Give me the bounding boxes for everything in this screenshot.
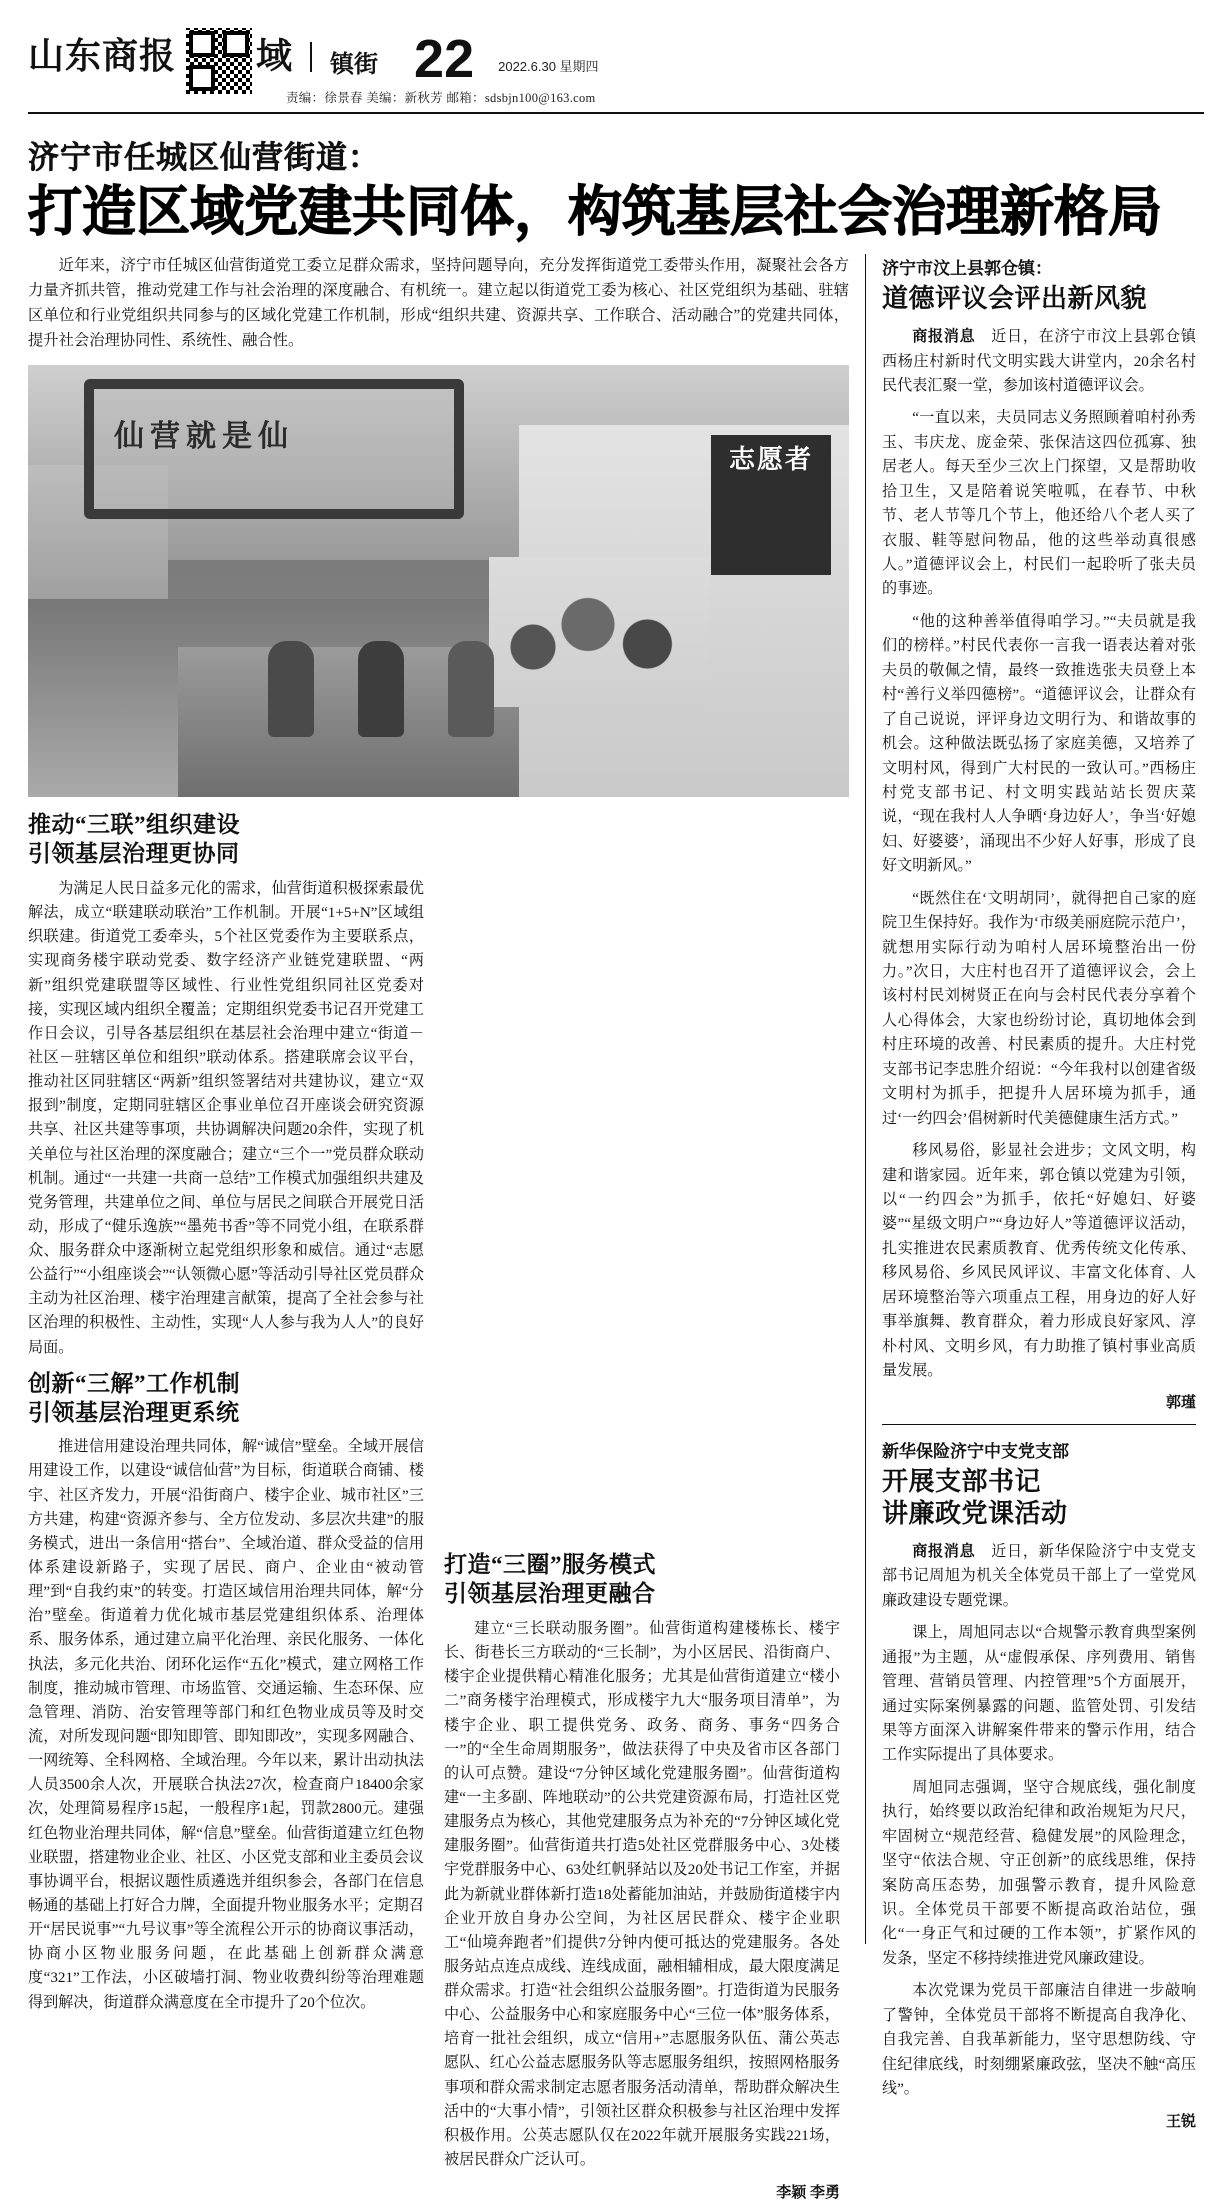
rail-1-paragraph-1 <box>882 325 1196 398</box>
sidebar-articles <box>866 254 1196 2130</box>
page-number: 22 <box>414 29 475 89</box>
rail-2-headline-line1: 开展支部书记 <box>882 1467 1042 1497</box>
rail-2-dateline: 商报消息 <box>912 1543 976 1560</box>
section-3-paragraph: 建立“三长联动服务圈”。仙营街道构建楼栋长、楼宇长、街巷长三方联动的“三长制”，为小区居民、沿街商户、楼宇企业提供精心精准化服务；尤其是仙营街道建立“楼小二”商务楼宇治理模式，形成楼宇九大“服务项目清单”，为楼宇企业、职工提供党务、政务、商务、事务“四务合一”的“全生命周期服务”，做法获得了中央及省市区各部门的认可点赞。建设“7分钟区域化党建服务圈”。仙营街道构建“一主多副、阵地联动”的公共党建资源布局，打造社区党建服务点为核心，其他党建服务点为补充的“7分钟区域化党建服务圈”。仙营街道共打造5处社区党群服务中心、3处楼宇党群服务中心、63处红帆驿站以及20处书记工作室，并据此为新就业群体新打造18处蓄能加油站，并鼓励街道楼宇内企业开放自身办公空间，为社区居民群众、楼宇企业职工“仙境奔跑者”们提供7分钟内便可抵达的党建服务。各处服务站点连点成线、连线成面，融相辅相成，最大限度满足群众需求。打造“社会组织公益服务圈”。打造街道为民服务中心、公益服务中心和家庭服务中心“三位一体”服务体系，培育一批社会组织，成立“信用+”志愿服务队伍、蒲公英志愿队、红心公益志愿服务队等志愿服务组织，按照网格服务事项和群众需求制定志愿者服务活动清单，帮助群众解决生活中的“大事小情”，引领社区群众积极参与社区治理中发挥积极作用。公英志愿队仅在2022年就开展服务实践221场，被居民群众广泛认可。 <box>444 1620 840 2169</box>
section-1-paragraph: 为满足人民日益多元化的需求，仙营街道积极探索最优解法，成立“联建联动联治”工作机制。开展“1+5+N”区域组织联建。街道党工委牵头，5个社区党委作为主要联系点，实现商务楼宇联动党委、数字经济产业链党建联盟、“两新”组织党建联盟等区域性、行业性党组织同社区党委对接，实现区域内组织全覆盖；定期组织党委书记召开党建工作日会议，引导各基层组织在基层社会治理中建立“街道－社区－驻辖区单位和组织”联动体系。搭建联席会议平台，推动社区同驻辖区“两新”组织签署结对共建协议，建立“双报到”制度，定期同驻辖区企事业单位召开座谈会研究资源共享、社区共建等事项，共协调解决问题20余件，实现了机关单位与社区治理的深度融合；建立“三个一”党员群众联动机制。通过“一共建一共商一总结”工作模式加强组织共建及党务管理，共建单位之间、单位与居民之间联合开展党日活动，形成了“健乐逸族”“墨苑书香”等不同党小组，在联系群众、服务群众中逐渐树立起党组织形象和威信。通过“志愿公益行”“小组座谈会”“认领微心愿”等活动引导社区党员群众主动为社区治理、楼宇治理建言献策，提高了全社会参与社区治理的积极性、主动性，实现“人人参与我为人人”的良好局面。 <box>28 880 424 1356</box>
masthead-left <box>28 26 599 94</box>
body-area <box>28 254 1204 2202</box>
section-heading-1 <box>28 811 424 869</box>
photo-arch-text: 仙营就是仙 <box>114 420 294 454</box>
rail-2-headline-line2: 讲廉政党课活动 <box>882 1499 1068 1529</box>
section-heading-3-line1: 打造“三圈”服务模式 <box>444 1552 656 1578</box>
section-heading-2 <box>28 1370 424 1428</box>
rail-1-paragraph-3: “他的这种善举值得咱学习。”“夫员就是我们的榜样。”村民代表你一言我一语表达着对张夫员的敬佩之情，最终一致推选张夫员登上本村“善行义举四德榜”。“道德评议会，让群众有了自己说说，评评身边文明行为、和谐故事的机会。这种做法既弘扬了家庭美德，又培养了文明村风，得到广大村民的一致认可。”西杨庄村党支部书记、村文明实践站站长贺庆菜说，“现在我村人人争晒‘身边好人’，争当‘好媳妇、好婆婆’，涌现出不少好人好事，形成了良好文明新风。” <box>882 613 1196 875</box>
masthead-divider <box>310 42 312 72</box>
rail-article-2 <box>882 1437 1196 2130</box>
rail-2-headline <box>882 1466 1196 1529</box>
article-byline: 李颖 李勇 <box>776 2185 840 2202</box>
section-heading-1-line1: 推动“三联”组织建设 <box>28 812 240 838</box>
credits-line: 责编：徐景春 美编：新秋芳 邮箱：sdsbjn100@163.com <box>286 91 596 105</box>
rail-1-paragraph-4: “既然住在‘文明胡同’，就得把自己家的庭院卫生保持好。我作为‘市级美丽庭院示范户’，就想用实际行动为咱村人居环境整治出一份力。”次日，大庄村也召开了道德评议会，会上该村村民刘树贤正在向与会村民代表分享着个人心得体会，大家也纷纷讨论，真切地体会到村庄环境的改善、村民素质的提升。大庄村党支部书记李忠胜介绍说：“今年我村以创建省级文明村为抓手，把提升人居环境为抓手，通过‘一约四会’倡树新时代美德健康生活方式。” <box>882 890 1196 1127</box>
article-columns <box>28 811 849 2202</box>
masthead <box>28 26 1204 114</box>
issue-date: 2022.6.30 星期四 <box>498 59 599 74</box>
rail-1-headline: 道德评议会评出新风貌 <box>882 284 1148 314</box>
headline-kicker: 济宁市任城区仙营街道： <box>28 140 380 175</box>
rail-1-text-1: 近日，在济宁市汶上县郭仓镇西杨庄村新时代文明实践大讲堂内，20余名村民代表汇聚一堂，参加该村道德评议会。 <box>882 329 1196 394</box>
article-photo <box>28 365 849 797</box>
qr-code-icon <box>186 28 252 94</box>
article-column-1 <box>28 811 424 2202</box>
section-heading-3-line2: 引领基层治理更融合 <box>444 1581 656 1607</box>
rail-2-kicker: 新华保险济宁中支党支部 <box>882 1442 1069 1462</box>
rail-1-dateline: 商报消息 <box>912 329 976 346</box>
section-2-paragraph: 推进信用建设治理共同体，解“诚信”壁垒。全域开展信用建设工作，以建设“诚信仙营”为目标，街道联合商铺、楼宇、社区齐发力，开展“沿街商户、楼宇企业、城市社区”三方共建，构建“资源齐参与、全方位发动、多层次共建”的服务模式，进出一条信用“搭台”、全域治道、群众受益的信用体系建设新路子，实现了居民、商户、企业由“被动管理”到“自我约束”的转变。打造区域信用治理共同体，解“分治”壁垒。街道着力优化城市基层党建组织体系、治理体系、服务体系，通过建立扁平化治理、亲民化服务、一体化执法，多元化共治、闭环化运作“五化”模式，建立网格工作制度，推动城市管理、市场监管、交通运输、生态环保、应急管理、消防、治安管理等部门和红色物业成员等及时交流，对所发现问题“即知即管、即知即改”，实现多网融合、一网统筹、全科网格、全域治理。今年以来，累计出动执法人员3500余人次，开展联合执法27次，检查商户18400余家次，处理简易程序15起，一般程序1起，罚款2800元。建强红色物业治理共同体，解“信息”壁垒。仙营街道建立红色物业联盟，搭建物业企业、社区、小区党支部和业主委员会议事协调平台，根据议题性质遴选并组织参会，各部门在信息畅通的基础上打好合力牌，全面提升物业服务水平；定期召开“居民说事”“九号议事”等全流程公开示的协商议事活动，协商小区物业服务问题，在此基础上创新群众满意度“321”工作法，小区破墙打洞、物业收费纠纷等治理难题得到解决，街道群众满意度在全市提升了20个位次。 <box>28 1439 424 2011</box>
rail-2-paragraph-3: 周旭同志强调，坚守合规底线，强化制度执行，始终要以政治纪律和政治规矩为尺尺，牢固树立“规范经营、稳健发展”的风险理念，坚守“依法合规、守正创新”的底线思维，保持案防高压态势，加强警示教育，提升风险意识。全体党员干部要不断提高政治站位，强化“一身正气和过硬的工作本领”，扩紧作风的发条，坚定不移持续推进党风廉政建设。 <box>882 1779 1196 1967</box>
headline-title: 打造区域党建共同体，构筑基层社会治理新格局 <box>28 182 1162 242</box>
rail-1-paragraph-2: “一直以来，夫员同志义务照顾着咱村孙秀玉、韦庆龙、庞金荣、张保洁这四位孤寡、独居老人。每天至少三次上门探望，又是帮助收拾卫生，又是陪着说笑啦呱，在春节、中秋节、老人节等几个节上，他还给八个老人买了衣服、鞋等慰问物品，他的这些举动真很感人。”道德评议会上，村民们一起聆听了张夫员的事迹。 <box>882 410 1196 598</box>
section-heading-1-line2: 引领基层治理更协同 <box>28 841 240 867</box>
rail-2-paragraph-1 <box>882 1540 1196 1613</box>
headline-block <box>28 132 1204 242</box>
rail-2-paragraph-4: 本次党课为党员干部廉洁自律进一步敲响了警钟，全体党员干部将不断提高自我净化、自我完善、自我革新能力，坚守思想防线、守住纪律底线，时刻绷紧廉政弦，坚决不触“高压线”。 <box>882 1983 1196 2098</box>
main-article <box>28 254 866 2202</box>
section-heading-2-line2: 引领基层治理更系统 <box>28 1399 240 1425</box>
photo-volunteer-sign: 志愿者 <box>711 435 831 575</box>
section-heading-2-line1: 创新“三解”工作机制 <box>28 1370 240 1396</box>
rail-2-paragraph-2: 课上，周旭同志以“合规警示教育典型案例通报”为主题，从“虚假承保、序列费用、销售管理、营销员管理、内控管理”5个方面展开，通过实际案例暴露的问题、监管处罚、引发结果等方面深入讲解案件带来的警示作用，结合工作实际提出了具体要求。 <box>882 1625 1196 1764</box>
lead-paragraph: 近年来，济宁市任城区仙营街道党工委立足群众需求，坚持问题导向，充分发挥街道党工委带头作用，凝聚社会各方力量齐抓共管，推动党建工作与社会治理的深度融合、有机统一。建立起以街道党工委为核心、社区党组织为基础、驻辖区单位和行业党组织共同参与的区域化党建工作机制，形成“组织共建、资源共享、工作联合、活动融合”的党建共同体，提升社会治理协同性、系统性、融合性。 <box>28 257 849 349</box>
article-column-2 <box>444 811 840 2202</box>
rail-1-kicker: 济宁市汶上县郭仓镇： <box>882 259 1052 279</box>
paper-name: 山东商报 <box>28 36 177 76</box>
rail-1-paragraph-5: 移风易俗，影显社会进步；文风文明，构建和谐家园。近年来，郭仓镇以党建为引领，以“一约四会”为抓手，依托“好媳妇、好婆婆”“星级文明户”“身边好人”等道德评议活动，扎实推进农民素质教育、优秀传统文化传承、移风易俗、乡风民风评议、丰富文化体育、人居环境整治等六项重点工程，用身边的好人好事举旗舞、教育群众，着力形成良好家风、淳朴村风、文明乡风，有力助推了镇村事业高质量发展。 <box>882 1143 1196 1380</box>
rail-2-byline: 王锐 <box>1165 2113 1196 2130</box>
rail-1-byline: 郭瑾 <box>1165 1395 1196 1412</box>
section-heading-3 <box>444 1551 840 1609</box>
section-word: 域 <box>256 36 293 76</box>
rail-2-text-1: 近日，新华保险济宁中支党支部书记周旭为机关全体党员干部上了一堂党风廉政建设专题党课。 <box>882 1543 1196 1609</box>
section-subtitle: 镇街 <box>330 52 379 78</box>
rail-article-1 <box>882 254 1196 1412</box>
rail-divider <box>882 1424 1196 1425</box>
